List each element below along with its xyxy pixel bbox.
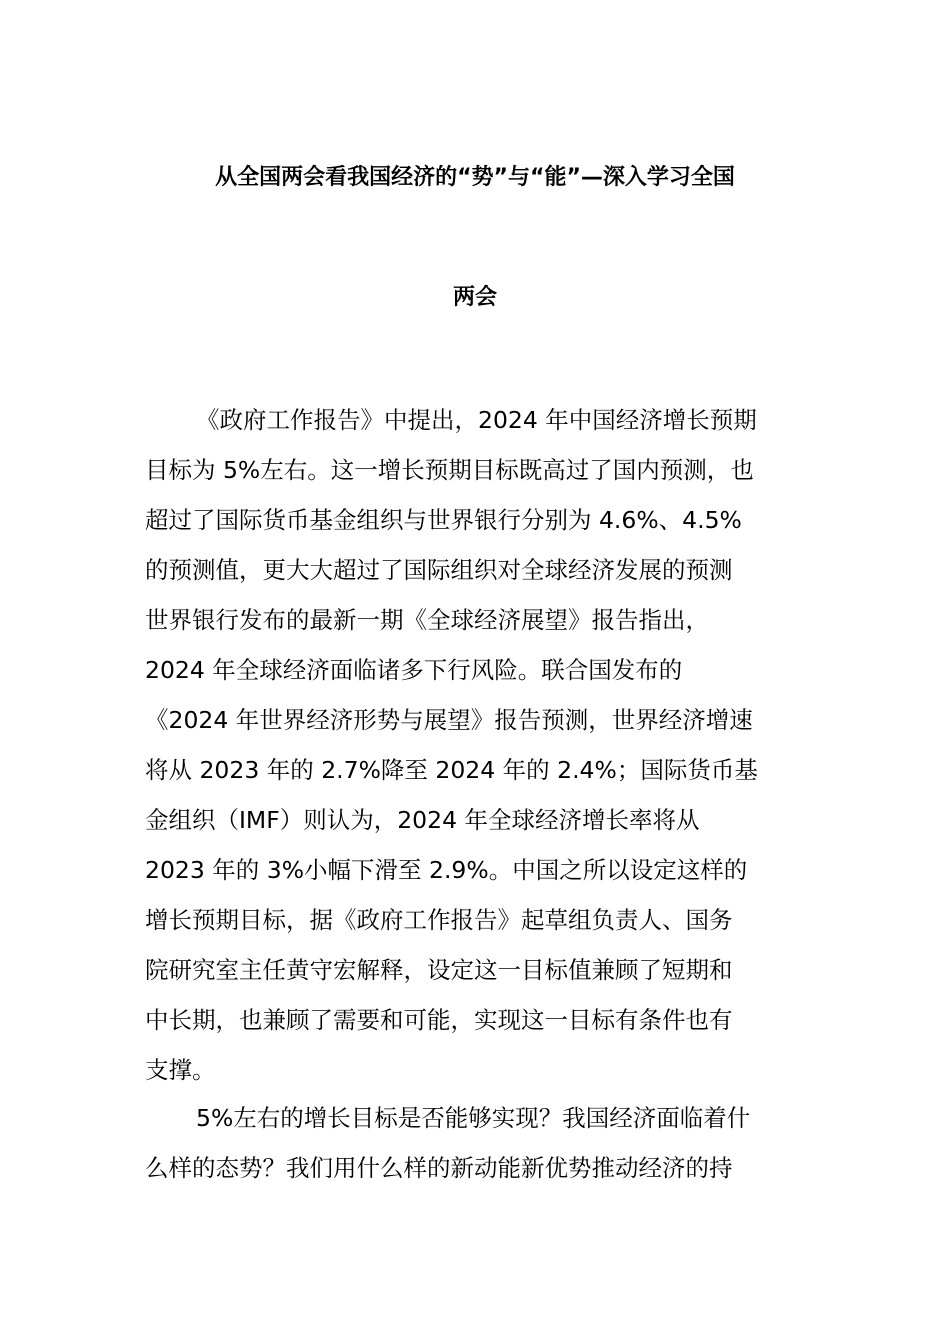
paragraph-line: 中长期，也兼顾了需要和可能，实现这一目标有条件也有 [145,1006,733,1034]
paragraph-line: 目标为 5%左右。这一增长预期目标既高过了国内预测，也 [145,456,754,484]
paragraph-line: 院研究室主任黄守宏解释，设定这一目标值兼顾了短期和 [145,956,733,984]
paragraph-line: 将从 2023 年的 2.7%降至 2024 年的 2.4%；国际货币基 [145,756,758,784]
paragraph-line: 5%左右的增长目标是否能够实现？我国经济面临着什 [196,1104,751,1132]
paragraph-line: 支撑。 [145,1056,216,1084]
paragraph-line: 增长预期目标，据《政府工作报告》起草组负责人、国务 [145,906,733,934]
paragraph-line: 世界银行发布的最新一期《全球经济展望》报告指出， [145,606,709,634]
paragraph-line: 2024 年全球经济面临诸多下行风险。联合国发布的 [145,656,683,684]
paragraph-1 [145,395,825,1095]
paragraph-2 [145,1093,825,1193]
paragraph-line: 超过了国际货币基金组织与世界银行分别为 4.6%、4.5% [145,506,742,534]
paragraph-line: 的预测值，更大大超过了国际组织对全球经济发展的预测 [145,556,733,584]
paragraph-line: 《2024 年世界经济形势与展望》报告预测，世界经济增速 [145,706,753,734]
paragraph-line: 2023 年的 3%小幅下滑至 2.9%。中国之所以设定这样的 [145,856,748,884]
paragraph-line: 么样的态势？我们用什么样的新动能新优势推动经济的持 [145,1154,733,1182]
paragraph-line: 金组织（IMF）则认为，2024 年全球经济增长率将从 [145,806,700,834]
document-title-line-2: 两会 [452,285,497,310]
paragraph-line: 《政府工作报告》中提出，2024 年中国经济增长预期 [196,406,757,434]
document-title-line-1: 从全国两会看我国经济的“势”与“能”—深入学习全国 [215,165,735,190]
